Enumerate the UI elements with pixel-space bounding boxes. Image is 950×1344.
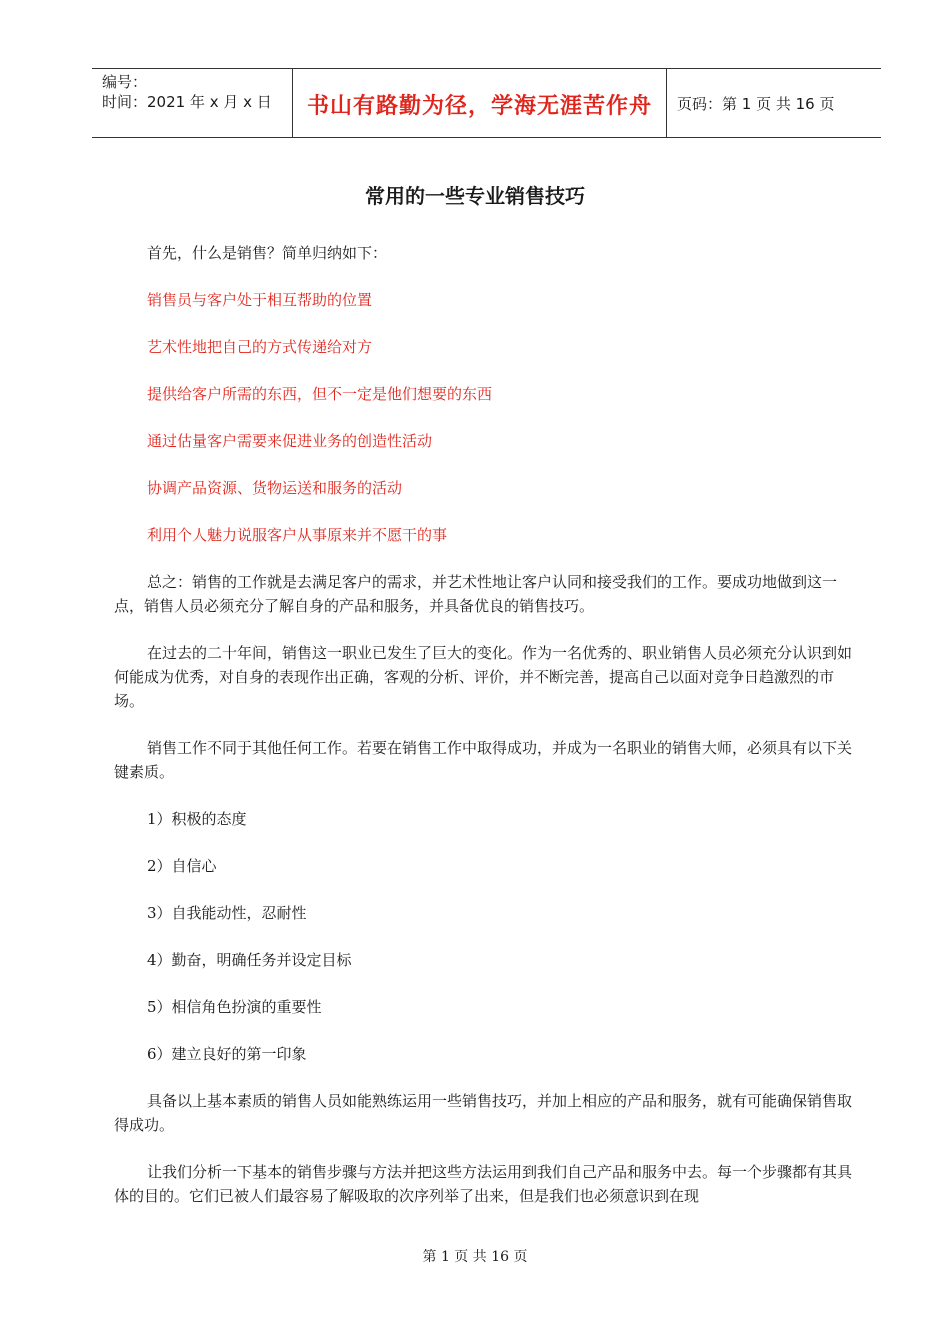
quality-item: 5）相信角色扮演的重要性	[147, 998, 322, 1016]
body-paragraph: 在过去的二十年间，销售这一职业已发生了巨大的变化。作为一名优秀的、职业销售人员必须充分认识到如何能成为优秀，对自身的表现作出正确，客观的分析、评价，并不断完善，提高自己以面对竞争日趋激烈的市场。	[114, 644, 853, 710]
body-paragraph: 销售工作不同于其他任何工作。若要在销售工作中取得成功，并成为一名职业的销售大师，必须具有以下关键素质。	[114, 739, 853, 781]
quality-item: 1）积极的态度	[147, 810, 247, 828]
number-label: 编号：	[102, 73, 148, 91]
quality-item: 6）建立良好的第一印象	[147, 1045, 307, 1063]
quality-item: 2）自信心	[147, 857, 217, 875]
definition-item: 销售员与客户处于相互帮助的位置	[147, 291, 373, 309]
time-label: 时间：2021 年 x 月 x 日	[102, 93, 272, 111]
header-motto-cell	[293, 69, 667, 137]
document-body	[114, 241, 854, 1231]
header-left-cell	[92, 69, 293, 137]
page-code: 页码：第 1 页 共 16 页	[677, 95, 835, 113]
header-page-cell	[667, 69, 881, 137]
summary-paragraph: 总之：销售的工作就是去满足客户的需求，并艺术性地让客户认同和接受我们的工作。要成功地做到这一点，销售人员必须充分了解自身的产品和服务，并具备优良的销售技巧。	[114, 573, 838, 615]
quality-item: 4）勤奋，明确任务并设定目标	[147, 951, 352, 969]
intro-paragraph: 首先，什么是销售？简单归纳如下：	[147, 244, 388, 262]
page-header	[92, 68, 881, 138]
body-paragraph: 让我们分析一下基本的销售步骤与方法并把这些方法运用到我们自己产品和服务中去。每一个步骤都有其具体的目的。它们已被人们最容易了解吸取的次序列举了出来，但是我们也必须意识到在现	[114, 1163, 853, 1205]
definition-item: 协调产品资源、货物运送和服务的活动	[147, 479, 403, 497]
definition-item: 利用个人魅力说服客户从事原来并不愿干的事	[147, 526, 448, 544]
quality-item: 3）自我能动性，忍耐性	[147, 904, 307, 922]
definition-item: 艺术性地把自己的方式传递给对方	[147, 338, 373, 356]
body-paragraph: 具备以上基本素质的销售人员如能熟练运用一些销售技巧，并加上相应的产品和服务，就有可能确保销售取得成功。	[114, 1092, 853, 1134]
document-title: 常用的一些专业销售技巧	[365, 184, 585, 208]
definition-item: 提供给客户所需的东西，但不一定是他们想要的东西	[147, 385, 493, 403]
motto: 书山有路勤为径，学海无涯苦作舟	[306, 94, 652, 119]
page-footer: 第 1 页 共 16 页	[422, 1249, 528, 1265]
definition-item: 通过估量客户需要来促进业务的创造性活动	[147, 432, 433, 450]
